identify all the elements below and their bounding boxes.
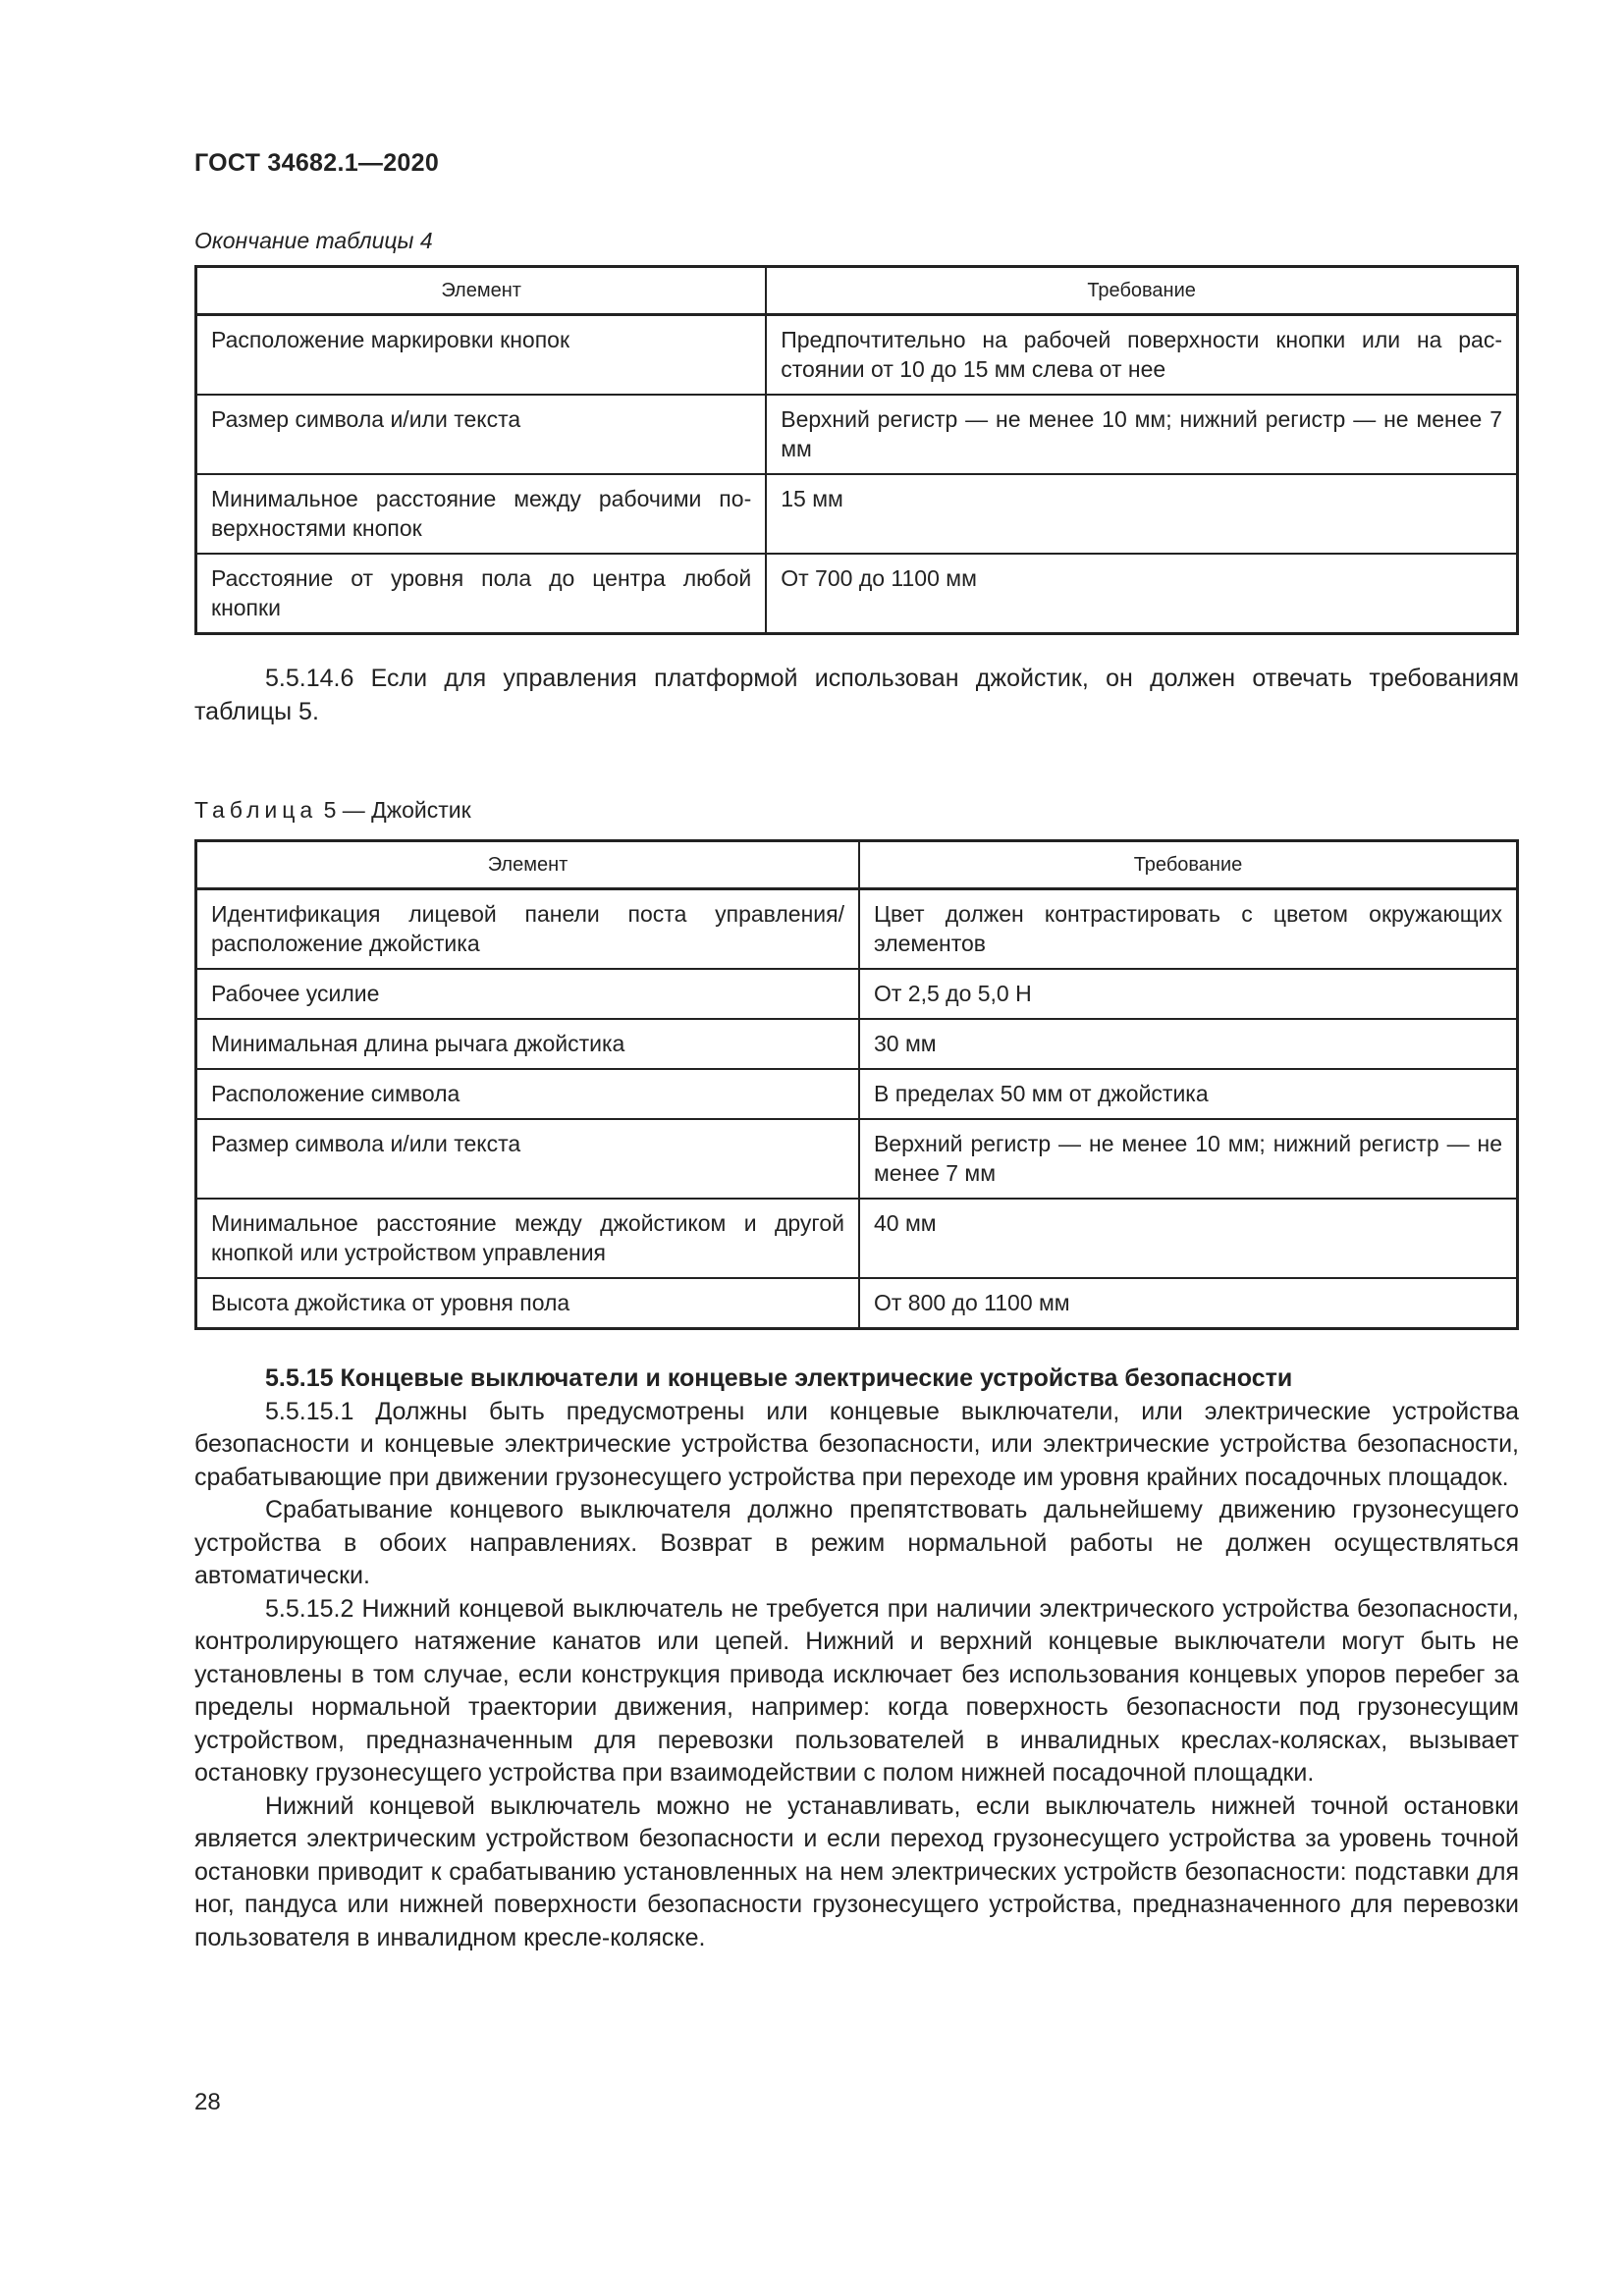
- table4-col-element: Элемент: [196, 267, 767, 315]
- table5: [194, 839, 1519, 1330]
- table5-element-cell: Высота джойстика от уровня пола: [196, 1278, 859, 1329]
- table5-requirement-cell: 40 мм: [859, 1199, 1518, 1278]
- table5-caption: [194, 797, 471, 824]
- table5-requirement-cell: В пределах 50 мм от джойстика: [859, 1069, 1518, 1119]
- table-row: [196, 315, 1518, 396]
- table4-col-requirement: Требование: [766, 267, 1517, 315]
- table4-requirement-cell: 15 мм: [766, 474, 1517, 554]
- table4-element-cell: Минимальное расстояние между рабочими поверхностями кнопок: [196, 474, 767, 554]
- paragraph-text: 5.5.14.6 Если для управления платформой использован джойстик, он должен отвечать требованиям таблицы 5.: [194, 665, 1519, 725]
- section-5-5-15: [194, 1362, 1519, 1954]
- table5-col-requirement: Требование: [859, 841, 1518, 889]
- table4-element-cell: Размер символа и/или текста: [196, 395, 767, 474]
- paragraph-5-5-14-6: [194, 663, 1519, 728]
- table4-requirement-cell: Верхний регистр — не менее 10 мм; нижний регистр — не менее 7 мм: [766, 395, 1517, 474]
- table5-header-row: [196, 841, 1518, 889]
- table4-requirement-cell: Предпочтительно на рабочей поверхности кнопки или на расстоянии от 10 до 15 мм слева от нее: [766, 315, 1517, 396]
- table5-element-cell: Рабочее усилие: [196, 969, 859, 1019]
- table4-element-cell: Расстояние от уровня пола до центра любой кнопки: [196, 554, 767, 634]
- table4-header-row: [196, 267, 1518, 315]
- paragraph-text: Нижний концевой выключатель можно не устанавливать, если выключатель нижней точной остановки является электрическим устройством безопасности и если переход грузонесущего устройства за уровень точной остановки приводит к срабатыванию установленных на нем электрических устройств безопасности: подставки для ног, пандуса или нижней поверхности безопасности грузонесущего устройства, предназначенного для перевозки пользователя в инвалидном кресле-коляске.: [194, 1791, 1519, 1951]
- table4-requirement-cell: От 700 до 1100 мм: [766, 554, 1517, 634]
- table4: [194, 265, 1519, 635]
- table4-element-cell: Расположение маркировки кнопок: [196, 315, 767, 396]
- table-row: [196, 1069, 1518, 1119]
- table5-requirement-cell: Цвет должен контрастировать с цветом окружающих элементов: [859, 889, 1518, 970]
- table5-requirement-cell: 30 мм: [859, 1019, 1518, 1069]
- table5-element-cell: Минимальная длина рычага джойстика: [196, 1019, 859, 1069]
- paragraph-text: Срабатывание концевого выключателя должно препятствовать дальнейшему движению грузонесущего устройства в обоих направлениях. Возврат в режим нормальной работы не должен осуществляться автоматически.: [194, 1496, 1519, 1589]
- section-heading: 5.5.15 Концевые выключатели и концевые электрические устройства безопасности: [265, 1364, 1293, 1392]
- table-row: [196, 1278, 1518, 1329]
- table5-element-cell: Размер символа и/или текста: [196, 1119, 859, 1199]
- table5-requirement-cell: От 800 до 1100 мм: [859, 1278, 1518, 1329]
- table5-caption-title: 5 — Джойстик: [317, 797, 471, 823]
- paragraph-text: 5.5.15.1 Должны быть предусмотрены или концевые выключатели, или электрические устройства безопасности и концевые электрические устройства безопасности, или электрические устройства безопасности, срабатывающие при движении грузонесущего устройства при переходе им уровня крайних посадочных площадок.: [194, 1397, 1519, 1491]
- table5-element-cell: Расположение символа: [196, 1069, 859, 1119]
- table-row: [196, 395, 1518, 474]
- table5-element-cell: Минимальное расстояние между джойстиком и другой кнопкой или устройством управления: [196, 1199, 859, 1278]
- table5-element-cell: Идентификация лицевой панели поста управления/ расположение джойстика: [196, 889, 859, 970]
- table5-col-element: Элемент: [196, 841, 859, 889]
- table-row: [196, 474, 1518, 554]
- table5-requirement-cell: От 2,5 до 5,0 Н: [859, 969, 1518, 1019]
- table5-caption-label: Таблица: [194, 797, 318, 823]
- document-code: ГОСТ 34682.1—2020: [194, 149, 440, 177]
- table4-caption: Окончание таблицы 4: [194, 228, 433, 253]
- table-row: [196, 1199, 1518, 1278]
- paragraph-text: 5.5.15.2 Нижний концевой выключатель не требуется при наличии электрического устройства безопасности, контролирующего натяжение канатов или цепей. Нижний и верхний концевые выключатели могут быть не установлены в том случае, если конструкция привода исключает без использования концевых упоров перебег за пределы нормальной траектории движения, например: когда поверхность безопасности под грузонесущим устройством, предназначенным для перевозки пользователей в инвалидных креслах-колясках, вызывает остановку грузонесущего устройства при взаимодействии с полом нижней посадочной площадки.: [194, 1594, 1519, 1787]
- table-row: [196, 889, 1518, 970]
- table-row: [196, 554, 1518, 634]
- page-number: 28: [194, 2089, 221, 2115]
- table-row: [196, 1019, 1518, 1069]
- table-row: [196, 969, 1518, 1019]
- table5-requirement-cell: Верхний регистр — не менее 10 мм; нижний регистр — не менее 7 мм: [859, 1119, 1518, 1199]
- table-row: [196, 1119, 1518, 1199]
